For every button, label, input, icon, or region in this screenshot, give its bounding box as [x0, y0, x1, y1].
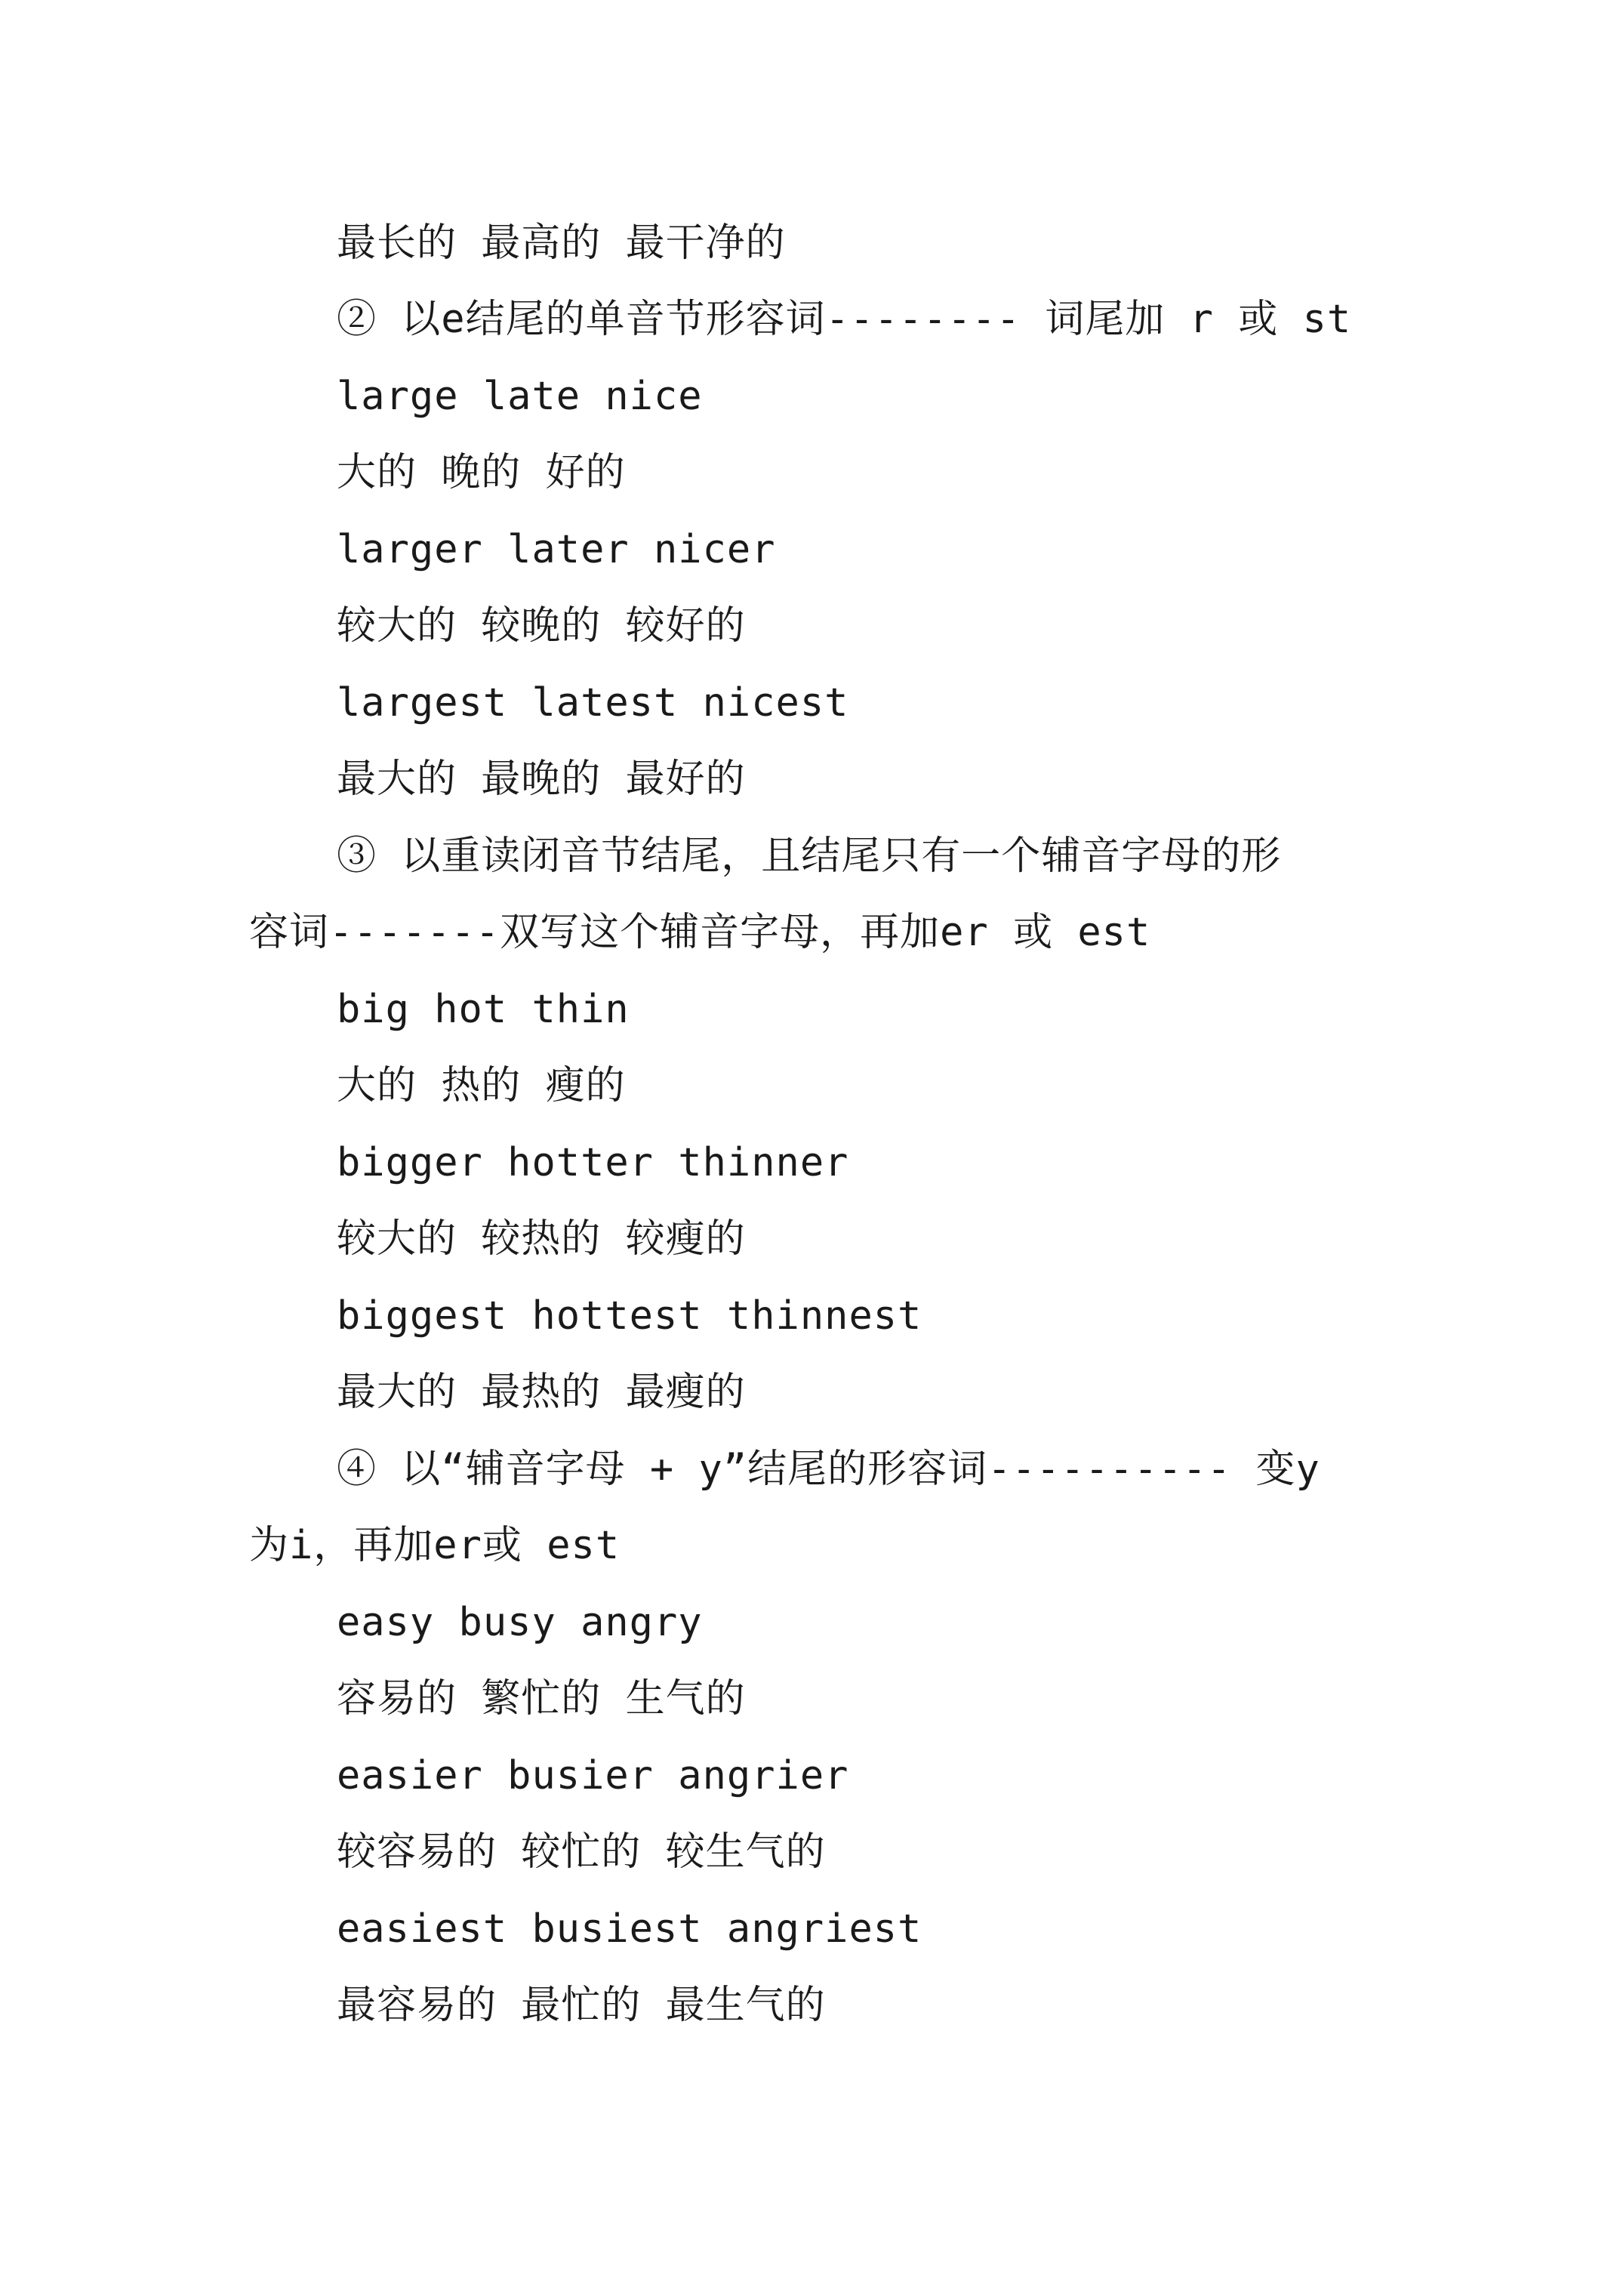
text-line: 最大的 最热的 最瘦的: [337, 1370, 746, 1415]
text-line: 容易的 繁忙的 生气的: [337, 1676, 746, 1721]
text-line: easy busy angry: [337, 1600, 703, 1645]
text-line: big hot thin: [337, 987, 630, 1032]
text-line: 大的 晚的 好的: [337, 450, 626, 495]
text-line: 较容易的 较忙的 较生气的: [337, 1829, 826, 1875]
text-line: easier busier angrier: [337, 1753, 849, 1798]
text-line: bigger hotter thinner: [337, 1140, 849, 1185]
text-line: ④ 以“辅音字母 + y”结尾的形容词---------- 变y: [337, 1447, 1320, 1492]
text-line: 最长的 最高的 最干净的: [337, 220, 786, 266]
text-line: 最大的 最晚的 最好的: [337, 757, 746, 802]
text-line: 最容易的 最忙的 最生气的: [337, 1983, 826, 2028]
text-line: easiest busiest angriest: [337, 1906, 922, 1952]
text-line: 较大的 较热的 较瘦的: [337, 1216, 746, 1262]
text-line: ② 以e结尾的单音节形容词-------- 词尾加 r 或 st: [337, 297, 1352, 342]
text-line: large late nice: [337, 374, 703, 419]
text-line: 大的 热的 瘦的: [337, 1063, 626, 1108]
text-line: ③ 以重读闭音节结尾，且结尾只有一个辅音字母的形: [337, 834, 1282, 879]
text-line: 为i，再加er或 est: [249, 1523, 621, 1568]
text-line: largest latest nicest: [337, 680, 849, 726]
text-line: 容词-------双写这个辅音字母，再加er 或 est: [249, 910, 1151, 955]
text-line: 较大的 较晚的 较好的: [337, 603, 746, 649]
text-line: biggest hottest thinnest: [337, 1293, 922, 1339]
text-line: larger later nicer: [337, 527, 776, 572]
